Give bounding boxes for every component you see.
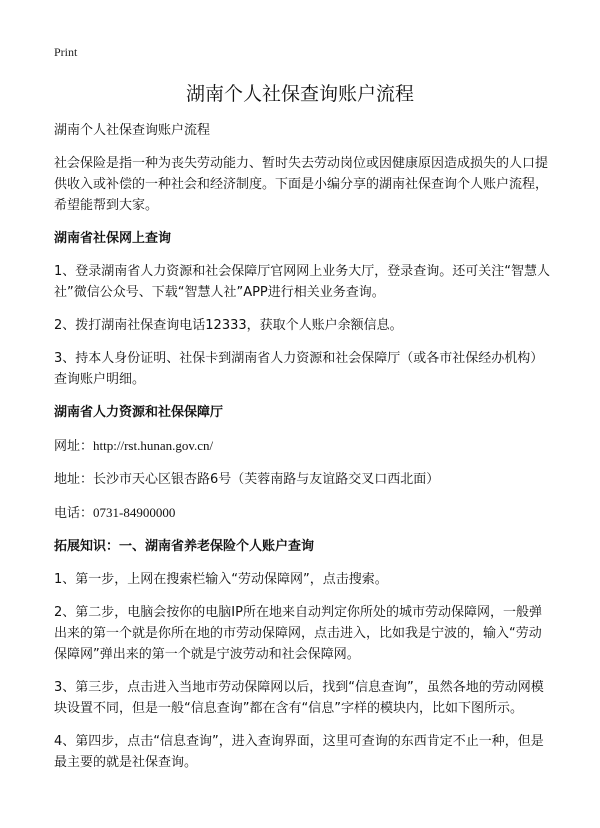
list-item: 1、第一步，上网在搜索栏输入“劳动保障网”，点击搜索。 [54, 572, 388, 587]
page-title: 湖南个人社保查询账户流程 [185, 83, 414, 105]
list-item: 3、第三步，点击进入当地市劳动保障网以后，找到“信息查询”，虽然各地的劳动网模块设置不同，但是一般“信息查询”都在含有“信息”字样的模块内，比如下图所示。 [54, 680, 544, 716]
website-label: 网址： [54, 439, 94, 454]
phone-line [54, 502, 554, 524]
list-item: 3、持本人身份证明、社保卡到湖南省人力资源和社会保障厅（或各市社保经办机构）查询账户明细。 [54, 351, 544, 387]
list-item: 1、登录湖南省人力资源和社会保障厅官网网上业务大厅，登录查询。还可关注“智慧人社”微信公众号、下载“智慧人社”APP进行相关业务查询。 [54, 264, 551, 300]
list-item: 2、第二步，电脑会按你的电脑IP所在地来自动判定你所处的城市劳动保障网，一般弹出来的第一个就是你所在地的市劳动保障网，点击进入，比如我是宁波的，输入“劳动保障网”弹出来的第一个就是宁波劳动和社会保障网。 [54, 605, 542, 662]
section-heading-extended-knowledge: 拓展知识：一、湖南省养老保险个人账户查询 [54, 539, 315, 554]
intro-paragraph: 社会保险是指一种为丧失劳动能力、暂时失去劳动岗位或因健康原因造成损失的人口提供收入或补偿的一种社会和经济制度。下面是小编分享的湖南社保查询个人账户流程，希望能帮到大家。 [54, 156, 549, 213]
print-link[interactable]: Print [54, 45, 78, 59]
list-item: 4、第四步，点击“信息查询”，进入查询界面，这里可查询的东西肯定不止一种，但是最主要的就是社保查询。 [54, 734, 544, 770]
website-line [54, 435, 554, 457]
section-heading-department: 湖南省人力资源和社保保障厅 [54, 405, 224, 420]
article-subtitle: 湖南个人社保查询账户流程 [54, 123, 211, 138]
website-link[interactable]: http://rst.hunan.gov.cn/ [93, 438, 214, 453]
phone-number: 0731-84900000 [93, 505, 176, 520]
list-item: 2、拨打湖南社保查询电话12333，获取个人账户余额信息。 [54, 318, 403, 333]
section-heading-online-query: 湖南省社保网上查询 [54, 231, 172, 246]
phone-label: 电话： [54, 506, 94, 521]
article-body [54, 120, 554, 785]
address-line: 地址：长沙市天心区银杏路6号（芙蓉南路与友谊路交叉口西北面） [54, 472, 440, 487]
